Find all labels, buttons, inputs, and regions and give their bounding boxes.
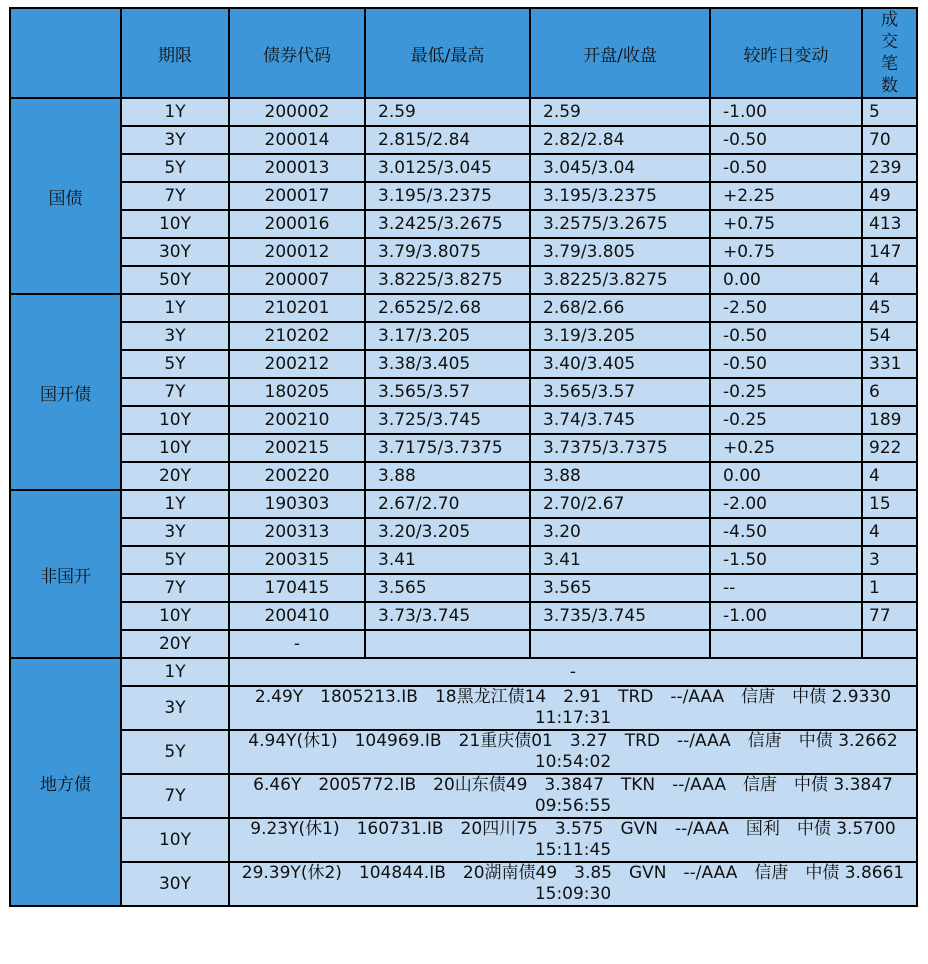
low-high-cell (365, 630, 530, 658)
table-row (10, 378, 917, 406)
code-cell: 170415 (229, 574, 365, 602)
local-bond-detail-cell: 4.94Y(休1) 104969.IB 21重庆债01 3.27 TRD --/AAA 信唐 中债 3.2662 10:54:02 (229, 730, 917, 774)
change-cell: -1.00 (710, 98, 862, 126)
low-high-cell: 3.195/3.2375 (365, 182, 530, 210)
table-row (10, 862, 917, 906)
change-cell: 0.00 (710, 462, 862, 490)
term-cell: 10Y (121, 406, 229, 434)
header-change: 较昨日变动 (710, 8, 862, 98)
change-cell: -2.50 (710, 294, 862, 322)
change-cell: -2.00 (710, 490, 862, 518)
term-cell: 7Y (121, 182, 229, 210)
table-row (10, 294, 917, 322)
code-cell: 190303 (229, 490, 365, 518)
term-cell: 20Y (121, 630, 229, 658)
trade-count-cell: 15 (862, 490, 917, 518)
change-cell: -4.50 (710, 518, 862, 546)
code-cell: 200410 (229, 602, 365, 630)
table-row (10, 182, 917, 210)
trade-count-cell (862, 630, 917, 658)
code-cell: 210202 (229, 322, 365, 350)
trade-count-cell: 49 (862, 182, 917, 210)
trade-count-cell: 189 (862, 406, 917, 434)
code-cell: 200017 (229, 182, 365, 210)
low-high-cell: 2.815/2.84 (365, 126, 530, 154)
code-cell: 200013 (229, 154, 365, 182)
open-close-cell: 2.68/2.66 (530, 294, 710, 322)
local-bond-detail-cell: 29.39Y(休2) 104844.IB 20湖南债49 3.85 GVN --/AAA 信唐 中债 3.8661 15:09:30 (229, 862, 917, 906)
code-cell: - (229, 630, 365, 658)
header-code: 债券代码 (229, 8, 365, 98)
trade-count-cell: 77 (862, 602, 917, 630)
code-cell: 200220 (229, 462, 365, 490)
code-cell: 200212 (229, 350, 365, 378)
open-close-cell: 3.74/3.745 (530, 406, 710, 434)
low-high-cell: 3.0125/3.045 (365, 154, 530, 182)
table-row (10, 630, 917, 658)
low-high-cell: 3.565/3.57 (365, 378, 530, 406)
local-bond-detail-cell: 6.46Y 2005772.IB 20山东债49 3.3847 TKN --/AAA 信唐 中债 3.3847 09:56:55 (229, 774, 917, 818)
change-cell: +0.75 (710, 210, 862, 238)
table-row (10, 490, 917, 518)
trade-count-cell: 4 (862, 518, 917, 546)
trade-count-cell: 331 (862, 350, 917, 378)
open-close-cell: 2.70/2.67 (530, 490, 710, 518)
term-cell: 1Y (121, 294, 229, 322)
local-bond-detail-cell: - (229, 658, 917, 686)
low-high-cell: 2.67/2.70 (365, 490, 530, 518)
term-cell: 1Y (121, 98, 229, 126)
term-cell: 3Y (121, 126, 229, 154)
trade-count-cell: 6 (862, 378, 917, 406)
code-cell: 200315 (229, 546, 365, 574)
low-high-cell: 3.20/3.205 (365, 518, 530, 546)
term-cell: 1Y (121, 658, 229, 686)
term-cell: 7Y (121, 574, 229, 602)
open-close-cell: 3.19/3.205 (530, 322, 710, 350)
code-cell: 200012 (229, 238, 365, 266)
term-cell: 5Y (121, 730, 229, 774)
term-cell: 50Y (121, 266, 229, 294)
group-label: 非国开 (10, 490, 121, 658)
low-high-cell: 3.88 (365, 462, 530, 490)
open-close-cell: 2.82/2.84 (530, 126, 710, 154)
change-cell: -0.50 (710, 126, 862, 154)
table-row (10, 350, 917, 378)
code-cell: 210201 (229, 294, 365, 322)
open-close-cell: 3.20 (530, 518, 710, 546)
open-close-cell: 3.7375/3.7375 (530, 434, 710, 462)
trade-count-cell: 147 (862, 238, 917, 266)
table-row (10, 462, 917, 490)
trade-count-cell: 4 (862, 266, 917, 294)
table-row (10, 574, 917, 602)
change-cell: +0.25 (710, 434, 862, 462)
change-cell: +0.75 (710, 238, 862, 266)
group-label: 国开债 (10, 294, 121, 490)
term-cell: 7Y (121, 378, 229, 406)
table-row (10, 98, 917, 126)
table-row (10, 730, 917, 774)
open-close-cell: 3.88 (530, 462, 710, 490)
trade-count-cell: 70 (862, 126, 917, 154)
change-cell: -0.25 (710, 378, 862, 406)
change-cell (710, 630, 862, 658)
table-row (10, 518, 917, 546)
trade-count-cell: 922 (862, 434, 917, 462)
term-cell: 5Y (121, 154, 229, 182)
change-cell: -0.50 (710, 322, 862, 350)
group-label: 地方债 (10, 658, 121, 906)
change-cell: -0.50 (710, 350, 862, 378)
trade-count-cell: 54 (862, 322, 917, 350)
term-cell: 5Y (121, 546, 229, 574)
open-close-cell: 3.565 (530, 574, 710, 602)
change-cell: -0.25 (710, 406, 862, 434)
table-row (10, 322, 917, 350)
low-high-cell: 3.2425/3.2675 (365, 210, 530, 238)
code-cell: 200210 (229, 406, 365, 434)
header-low-high: 最低/最高 (365, 8, 530, 98)
term-cell: 7Y (121, 774, 229, 818)
term-cell: 10Y (121, 818, 229, 862)
term-cell: 20Y (121, 462, 229, 490)
low-high-cell: 3.17/3.205 (365, 322, 530, 350)
trade-count-cell: 4 (862, 462, 917, 490)
trade-count-cell: 45 (862, 294, 917, 322)
term-cell: 3Y (121, 686, 229, 730)
change-cell: -1.00 (710, 602, 862, 630)
low-high-cell: 3.79/3.8075 (365, 238, 530, 266)
header-term: 期限 (121, 8, 229, 98)
open-close-cell: 3.045/3.04 (530, 154, 710, 182)
change-cell: -- (710, 574, 862, 602)
code-cell: 200016 (229, 210, 365, 238)
change-cell: +2.25 (710, 182, 862, 210)
header-open-close: 开盘/收盘 (530, 8, 710, 98)
bond-quote-table (9, 7, 922, 907)
open-close-cell (530, 630, 710, 658)
low-high-cell: 3.565 (365, 574, 530, 602)
low-high-cell: 3.38/3.405 (365, 350, 530, 378)
table-row (10, 126, 917, 154)
local-bond-detail-cell: 9.23Y(休1) 160731.IB 20四川75 3.575 GVN --/AAA 国利 中债 3.5700 15:11:45 (229, 818, 917, 862)
table-row (10, 434, 917, 462)
low-high-cell: 3.7175/3.7375 (365, 434, 530, 462)
term-cell: 10Y (121, 602, 229, 630)
header-category (10, 8, 121, 98)
table-row (10, 774, 917, 818)
open-close-cell: 2.59 (530, 98, 710, 126)
low-high-cell: 2.59 (365, 98, 530, 126)
change-cell: -1.50 (710, 546, 862, 574)
open-close-cell: 3.565/3.57 (530, 378, 710, 406)
change-cell: -0.50 (710, 154, 862, 182)
code-cell: 200215 (229, 434, 365, 462)
table-row (10, 266, 917, 294)
code-cell: 200007 (229, 266, 365, 294)
term-cell: 1Y (121, 490, 229, 518)
table-row (10, 406, 917, 434)
code-cell: 180205 (229, 378, 365, 406)
table-row (10, 210, 917, 238)
low-high-cell: 3.73/3.745 (365, 602, 530, 630)
term-cell: 30Y (121, 862, 229, 906)
code-cell: 200002 (229, 98, 365, 126)
low-high-cell: 3.725/3.745 (365, 406, 530, 434)
low-high-cell: 3.41 (365, 546, 530, 574)
open-close-cell: 3.41 (530, 546, 710, 574)
open-close-cell: 3.40/3.405 (530, 350, 710, 378)
code-cell: 200014 (229, 126, 365, 154)
header-trade-count: 成 交 笔 数 (862, 8, 917, 98)
header-row (10, 8, 917, 98)
term-cell: 10Y (121, 210, 229, 238)
table-row (10, 546, 917, 574)
open-close-cell: 3.735/3.745 (530, 602, 710, 630)
trade-count-cell: 1 (862, 574, 917, 602)
table-row (10, 818, 917, 862)
open-close-cell: 3.195/3.2375 (530, 182, 710, 210)
open-close-cell: 3.79/3.805 (530, 238, 710, 266)
trade-count-cell: 5 (862, 98, 917, 126)
local-bond-detail-cell: 2.49Y 1805213.IB 18黑龙江债14 2.91 TRD --/AAA 信唐 中债 2.9330 11:17:31 (229, 686, 917, 730)
table-row (10, 658, 917, 686)
group-label: 国债 (10, 98, 121, 294)
trade-count-cell: 3 (862, 546, 917, 574)
trade-count-cell: 239 (862, 154, 917, 182)
table-row (10, 238, 917, 266)
low-high-cell: 2.6525/2.68 (365, 294, 530, 322)
trade-count-cell: 413 (862, 210, 917, 238)
low-high-cell: 3.8225/3.8275 (365, 266, 530, 294)
table-row (10, 602, 917, 630)
term-cell: 30Y (121, 238, 229, 266)
term-cell: 3Y (121, 322, 229, 350)
open-close-cell: 3.2575/3.2675 (530, 210, 710, 238)
term-cell: 10Y (121, 434, 229, 462)
term-cell: 5Y (121, 350, 229, 378)
table-row (10, 686, 917, 730)
open-close-cell: 3.8225/3.8275 (530, 266, 710, 294)
table-row (10, 154, 917, 182)
term-cell: 3Y (121, 518, 229, 546)
change-cell: 0.00 (710, 266, 862, 294)
code-cell: 200313 (229, 518, 365, 546)
